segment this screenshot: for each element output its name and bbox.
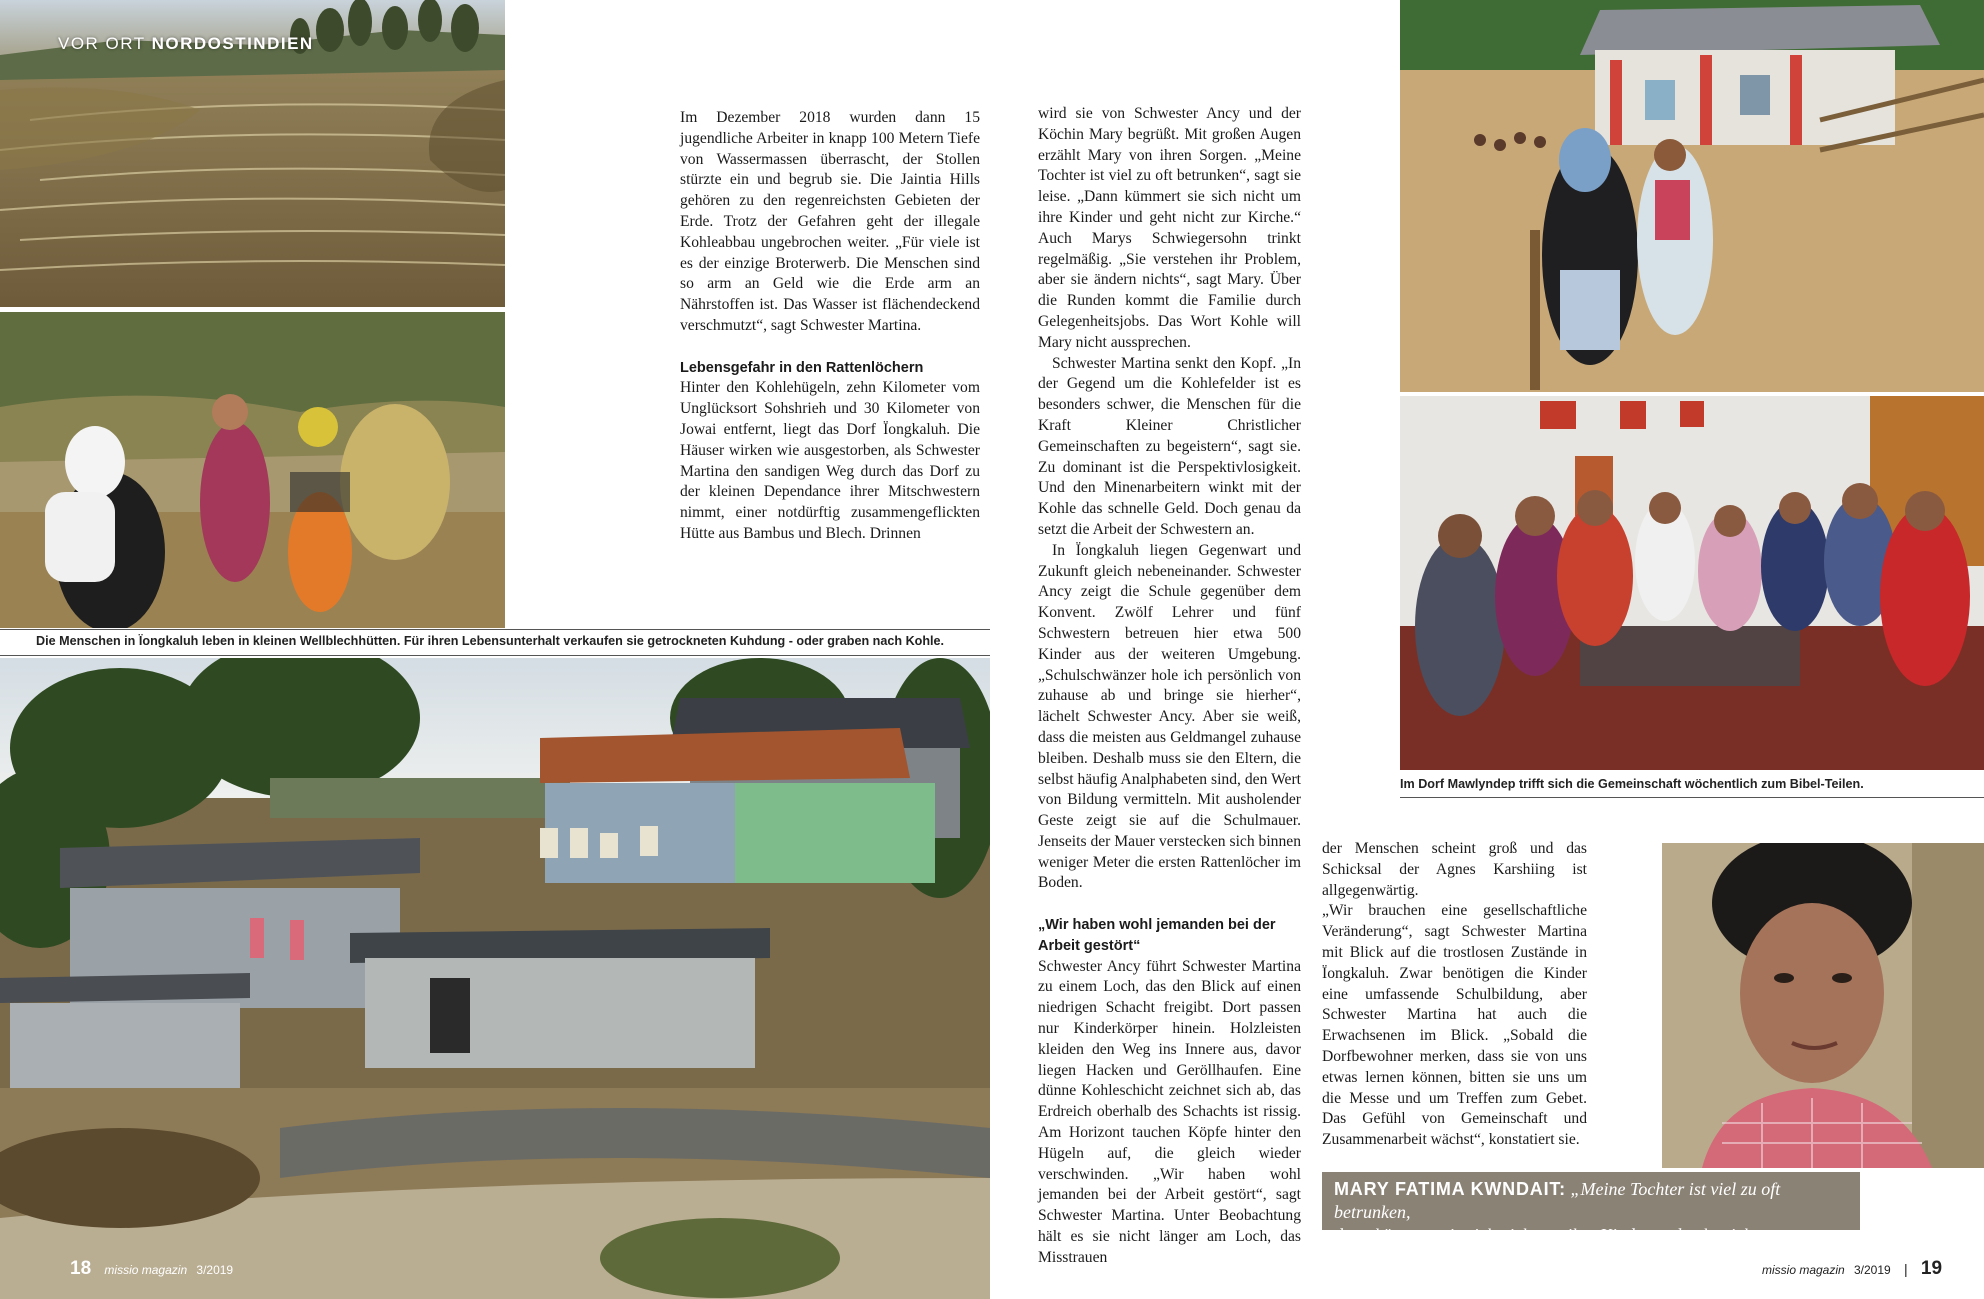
caption-right: Im Dorf Mawlyndep trifft sich die Gemeinschaft wöchentlich zum Bibel-Teilen. [1400, 777, 1864, 791]
issue-left: 3/2019 [196, 1263, 234, 1277]
issue-right: 3/2019 [1853, 1263, 1891, 1277]
subheading: „Wir haben wohl jemanden bei der Arbeit gestört“ [1038, 917, 1276, 954]
paragraph: Schwester Martina senkt den Kopf. „In der Gegend um die Kohlefelder ist es besonders schwer, die Menschen für die Kraft Kleiner Christlicher Gemeinschaften zu begeistern“, sagt sie. Zu dominant ist die Perspektivlosigkeit. Und den Minenarbeitern winkt mit der Kohle das schnelle Geld. Doch genau da setzt die Arbeit der Schwestern an. [1038, 354, 1301, 538]
magazine-name-left: missio magazin [104, 1263, 188, 1277]
page-number-right: 19 [1920, 1258, 1943, 1279]
pull-quote [1322, 1172, 1860, 1268]
village-photo [0, 658, 990, 1299]
quote-line-1: „Meine Tochter ist viel zu oft betrunken, [1334, 1179, 1781, 1222]
caption-left: Die Menschen in Ïongkaluh leben in kleinen Wellblechhütten. Für ihren Lebensunterhalt verkaufen sie getrockneten Kuhdung - oder graben nach Kohle. [36, 634, 945, 648]
section-label-light: VOR ORT [58, 34, 146, 53]
house-photo [1400, 0, 1984, 392]
portrait-photo [1662, 843, 1984, 1168]
page-number-left: 18 [70, 1258, 92, 1279]
paragraph: wird sie von Schwester Ancy und der Köchin Mary begrüßt. Mit großen Augen erzählt Mary von ihren Sorgen. „Meine Tochter ist viel zu oft betrunken“, sagt sie leise. „Dann kümmert sie sich nicht um ihre Kinder und geht nicht zur Kirche.“ Auch Marys Schwiegersohn trinkt regelmäßig. „Sie verstehen ihr Problem, aber sie ändern nichts“, sagt Mary. Über die Runden kommt die Familie durch Gelegenheitsjobs. Das Wort Kohle will Mary nicht aussprechen. [1038, 105, 1301, 351]
section-label [58, 34, 314, 54]
women-photo [0, 312, 505, 628]
paragraph: Im Dezember 2018 wurden dann 15 jugendliche Arbeiter in knapp 100 Metern Tiefe von Wassermassen überrascht, der Stollen stürzte ein und begrub sie. Die Jaintia Hills gehören zu den regenreichsten Gebieten der Erde. Trotz der Gefahren geht der illegale Kohleabbau ungebrochen weiter. „Für viele ist es der einzige Broterwerb. Die Menschen sind so arm an Geld wie die Erde arm an Nährstoffen ist. Das Wasser ist flächendeckend verschmutzt“, sagt Schwester Martina. [680, 109, 980, 334]
caption-right-rule [1400, 797, 1984, 798]
paragraph: „Wir brauchen eine gesellschaftliche Veränderung“, sagt Schwester Martina mit Blick auf die trostlosen Zustände in Ïongkaluh. Zwar benötigen die Kinder eine umfassende Schulbildung, aber Schwester Martina hat auch die Erwachsenen im Blick. „Sobald die Dorfbewohner merken, dass sie von uns etwas lernen können, bitten sie uns um die Messe und um Treffen zum Gebet. Das Gefühl von Gemeinschaft und Zusammenarbeit wächst“, konstatiert sie. [1322, 902, 1587, 1149]
footer-separator: | [1903, 1261, 1908, 1277]
footer-right [1762, 1258, 1942, 1280]
footer-left [70, 1258, 233, 1280]
subheading: Lebensgefahr in den Rattenlöchern [680, 359, 924, 376]
paragraph: In Ïongkaluh liegen Gegenwart und Zukunft gleich nebeneinander. Schwester Ancy zeigt die Schule gegenüber dem Konvent. Zwölf Lehrer und fünf Schwestern betreuen hier etwa 500 Kinder aus der weiteren Umgebung. „Schulschwänzer hole ich persönlich von zuhause ab und bringe sie hierher“, lächelt Schwester Ancy. Aber sie weiß, dass die meisten aus Geldmangel zuhause bleiben. Deshalb muss sie den Eltern, die selbst häufig Analphabeten sind, den Wert von Bildung vermitteln. Mit ausholender Geste zeigt sie auf die Schulmauer. Jenseits der Mauer verstecken sich binnen weniger Meter die ersten Rattenlöcher im Boden. [1038, 541, 1301, 892]
caption-rule-top [0, 629, 990, 630]
paragraph: Schwester Ancy führt Schwester Martina zu einem Loch, das den Blick auf einen niedrigen Schacht freigibt. Dort passen nur Kinderkörper hinein. Holzleisten kleiden den Weg ins Innere aus, davor liegen Hacken und Geröllhaufen. Eine dünne Kohleschicht zeichnet sich ab, das Erdreich oberhalb des Schachts ist rissig. Am Horizont tauchen Köpfe hinter den Hügeln auf, die gleich wieder verschwinden. „Wir haben wohl jemanden bei der Arbeit gestört“, sagt Schwester Martina. Unter Beobachtung hält es sie nicht länger am Loch, das Misstrauen [1038, 957, 1301, 1266]
paragraph: der Menschen scheint groß und das Schicksal der Agnes Karshiing ist allgegenwärtig. [1322, 840, 1587, 899]
paragraph: Hinter den Kohlehügeln, zehn Kilometer vom Unglücksort Sohshrieh und 30 Kilometer von Jowai entfernt, liegt das Dorf Ïongkaluh. Die Häuser wirken wie ausgestorben, als Schwester Martina den sandigen Weg durch das Dorf zu der kleinen Dependance ihrer Mitschwestern nimmt, einer notdürftig zusammengeflickten Hütte aus Bambus und Blech. Drinnen [680, 379, 980, 542]
quote-line-2: dann kümmert sie sich nicht um ihre Kinder und geht nicht zur Kirche.“ [1334, 1225, 1785, 1268]
text-column-2 [1038, 104, 1301, 1269]
caption-rule-bottom [0, 655, 990, 656]
quote-speaker: MARY FATIMA KWNDAIT: [1334, 1179, 1566, 1199]
group-photo [1400, 396, 1984, 770]
text-column-3 [1322, 839, 1587, 1151]
text-column-1 [680, 108, 980, 545]
section-label-bold: NORDOSTINDIEN [151, 34, 314, 53]
magazine-name-right: missio magazin [1762, 1263, 1845, 1277]
